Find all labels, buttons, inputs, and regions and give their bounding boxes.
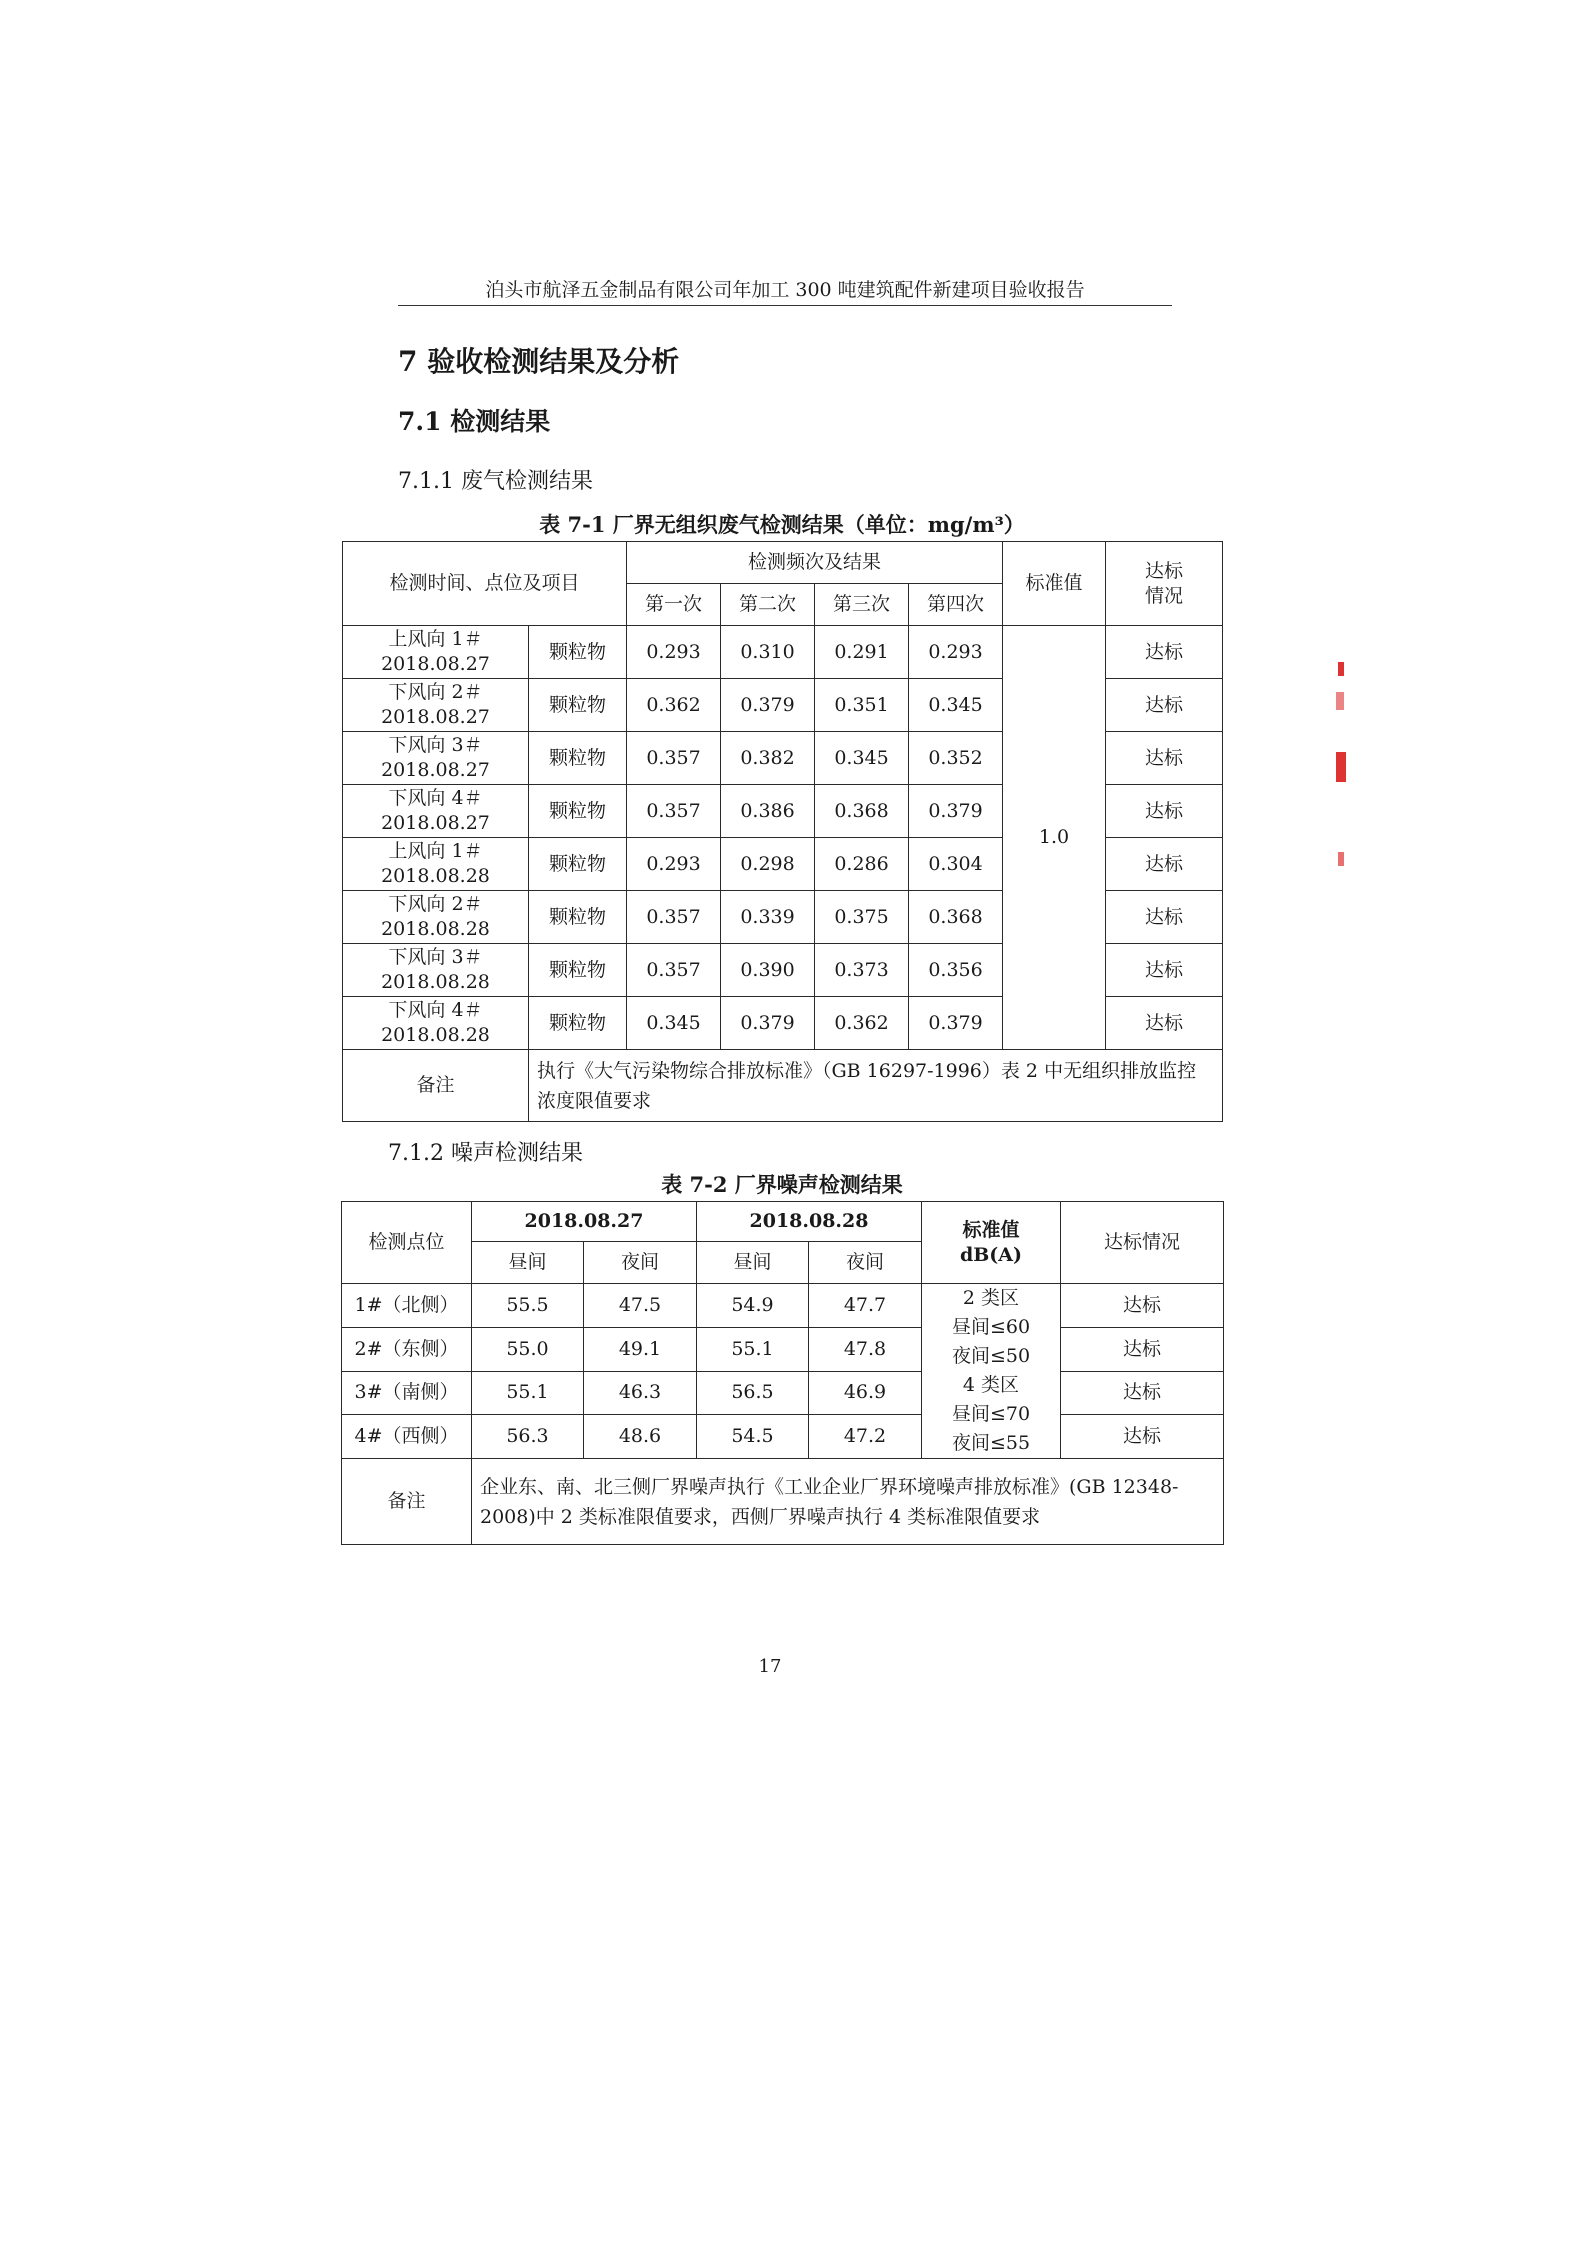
header-run-3: 第三次 [815,584,909,626]
page-number: 17 [758,1656,782,1677]
row-value: 55.1 [472,1371,584,1415]
row-result: 达标 [1106,626,1223,679]
row-point: 上风向 1＃ [388,628,483,650]
row-value: 0.352 [909,732,1003,785]
row-date: 2018.08.27 [381,706,490,728]
header-standard-line2: dB(A) [959,1243,1023,1266]
row-value: 0.293 [627,838,721,891]
row-value: 0.368 [815,785,909,838]
row-value: 46.3 [584,1371,697,1415]
row-item: 颗粒物 [529,838,627,891]
header-date-2: 2018.08.28 [697,1202,922,1242]
header-item: 检测时间、点位及项目 [343,542,627,626]
header-run-4: 第四次 [909,584,1003,626]
row-value: 0.351 [815,679,909,732]
row-result: 达标 [1061,1371,1224,1415]
row-date: 2018.08.28 [381,971,490,993]
row-date: 2018.08.27 [381,812,490,834]
row-value: 55.0 [472,1327,584,1371]
row-value: 0.390 [721,944,815,997]
subsection-heading-noise: 7.1.2 噪声检测结果 [388,1141,583,1166]
row-value: 0.386 [721,785,815,838]
row-point: 上风向 1＃ [388,840,483,862]
note-text: 执行《大气污染物综合排放标准》（GB 16297-1996）表 2 中无组织排放监控浓度限值要求 [529,1050,1223,1122]
row-value: 0.379 [721,679,815,732]
subsection-heading-exhaust: 7.1.1 废气检测结果 [398,469,593,494]
header-compliance: 达标情况 [1061,1202,1224,1284]
row-result: 达标 [1106,838,1223,891]
row-point: 下风向 2＃ [388,893,483,915]
table-row [342,1327,1224,1371]
row-date: 2018.08.27 [381,759,490,781]
row-item: 颗粒物 [529,891,627,944]
header-night-1: 夜间 [584,1242,697,1284]
note-text: 企业东、南、北三侧厂界噪声执行《工业企业厂界环境噪声排放标准》(GB 12348-2008)中 2 类标准限值要求，西侧厂界噪声执行 4 类标准限值要求 [472,1459,1224,1545]
row-value: 0.291 [815,626,909,679]
row-value: 0.379 [909,997,1003,1050]
row-point: 下风向 3＃ [388,946,483,968]
header-night-2: 夜间 [809,1242,922,1284]
header-day-2: 昼间 [697,1242,809,1284]
row-value: 0.357 [627,785,721,838]
row-result: 达标 [1106,891,1223,944]
standard-line: 2 类区 [962,1287,1020,1309]
row-date: 2018.08.28 [381,918,490,940]
row-result: 达标 [1106,732,1223,785]
standard-line: 夜间≤50 [951,1345,1031,1367]
row-value: 0.357 [627,891,721,944]
header-run-1: 第一次 [627,584,721,626]
row-value: 0.345 [627,997,721,1050]
standard-value: 1.0 [1003,626,1106,1050]
row-date: 2018.08.28 [381,1024,490,1046]
running-header: 泊头市航泽五金制品有限公司年加工 300 吨建筑配件新建项目验收报告 [485,279,1085,301]
row-point: 4#（西侧） [342,1415,472,1459]
row-value: 55.5 [472,1284,584,1328]
table1-caption: 表 7-1 厂界无组织废气检测结果（单位：mg/m³） [539,512,1025,537]
row-result: 达标 [1106,997,1223,1050]
header-compliance [1106,542,1223,626]
row-value: 0.368 [909,891,1003,944]
row-value: 47.2 [809,1415,922,1459]
row-value: 56.3 [472,1415,584,1459]
header-standard [922,1202,1061,1284]
row-value: 56.5 [697,1371,809,1415]
row-value: 0.304 [909,838,1003,891]
row-item: 颗粒物 [529,785,627,838]
header-day-1: 昼间 [472,1242,584,1284]
noise-standard [922,1284,1061,1459]
standard-line: 4 类区 [962,1374,1020,1396]
row-value: 46.9 [809,1371,922,1415]
row-value: 0.373 [815,944,909,997]
row-item: 颗粒物 [529,732,627,785]
row-value: 0.357 [627,732,721,785]
note-label: 备注 [342,1459,472,1545]
row-item: 颗粒物 [529,944,627,997]
exhaust-gas-table [342,541,1223,1122]
stamp-mark [1338,852,1344,866]
row-value: 47.8 [809,1327,922,1371]
row-value: 0.310 [721,626,815,679]
row-point: 下风向 2＃ [388,681,483,703]
section-heading: 7.1 检测结果 [398,407,551,436]
standard-line: 昼间≤60 [951,1316,1031,1338]
row-value: 48.6 [584,1415,697,1459]
row-result: 达标 [1061,1415,1224,1459]
header-standard-line1: 标准值 [962,1218,1020,1241]
row-value: 0.293 [909,626,1003,679]
row-value: 55.1 [697,1327,809,1371]
row-value: 54.5 [697,1415,809,1459]
row-value: 49.1 [584,1327,697,1371]
row-value: 0.357 [627,944,721,997]
table-row [342,1415,1224,1459]
row-item: 颗粒物 [529,626,627,679]
table-row [342,1284,1224,1328]
row-value: 0.298 [721,838,815,891]
row-value: 0.286 [815,838,909,891]
stamp-mark [1338,662,1344,676]
header-point: 检测点位 [342,1202,472,1284]
stamp-mark [1336,692,1344,710]
row-value: 0.356 [909,944,1003,997]
chapter-heading: 7 验收检测结果及分析 [398,345,680,378]
row-value: 47.5 [584,1284,697,1328]
table-row [342,1371,1224,1415]
table2-caption: 表 7-2 厂界噪声检测结果 [661,1172,903,1197]
row-point: 下风向 4＃ [388,999,483,1021]
row-result: 达标 [1061,1284,1224,1328]
header-standard: 标准值 [1003,542,1106,626]
row-result: 达标 [1106,944,1223,997]
row-value: 0.375 [815,891,909,944]
row-value: 0.339 [721,891,815,944]
row-item: 颗粒物 [529,997,627,1050]
row-point: 1#（北侧） [342,1284,472,1328]
row-result: 达标 [1061,1327,1224,1371]
header-rule [398,305,1172,306]
row-date: 2018.08.28 [381,865,490,887]
header-run-group: 检测频次及结果 [627,542,1003,584]
row-value: 0.345 [815,732,909,785]
table-row [343,626,1223,679]
row-value: 0.345 [909,679,1003,732]
row-value: 0.379 [721,997,815,1050]
header-date-1: 2018.08.27 [472,1202,697,1242]
row-value: 0.362 [627,679,721,732]
row-point: 下风向 3＃ [388,734,483,756]
row-date: 2018.08.27 [381,653,490,675]
row-point: 下风向 4＃ [388,787,483,809]
row-value: 0.382 [721,732,815,785]
row-point: 3#（南侧） [342,1371,472,1415]
row-value: 0.362 [815,997,909,1050]
stamp-mark [1336,752,1346,782]
row-value: 47.7 [809,1284,922,1328]
row-value: 0.293 [627,626,721,679]
noise-table [341,1201,1224,1545]
row-value: 54.9 [697,1284,809,1328]
header-compliance-line1: 达标 [1145,559,1184,582]
row-point: 2#（东侧） [342,1327,472,1371]
row-result: 达标 [1106,785,1223,838]
row-item: 颗粒物 [529,679,627,732]
header-run-2: 第二次 [721,584,815,626]
standard-line: 夜间≤55 [951,1432,1031,1454]
standard-line: 昼间≤70 [951,1403,1031,1425]
note-label: 备注 [343,1050,529,1122]
row-result: 达标 [1106,679,1223,732]
row-value: 0.379 [909,785,1003,838]
header-compliance-line2: 情况 [1145,584,1184,607]
